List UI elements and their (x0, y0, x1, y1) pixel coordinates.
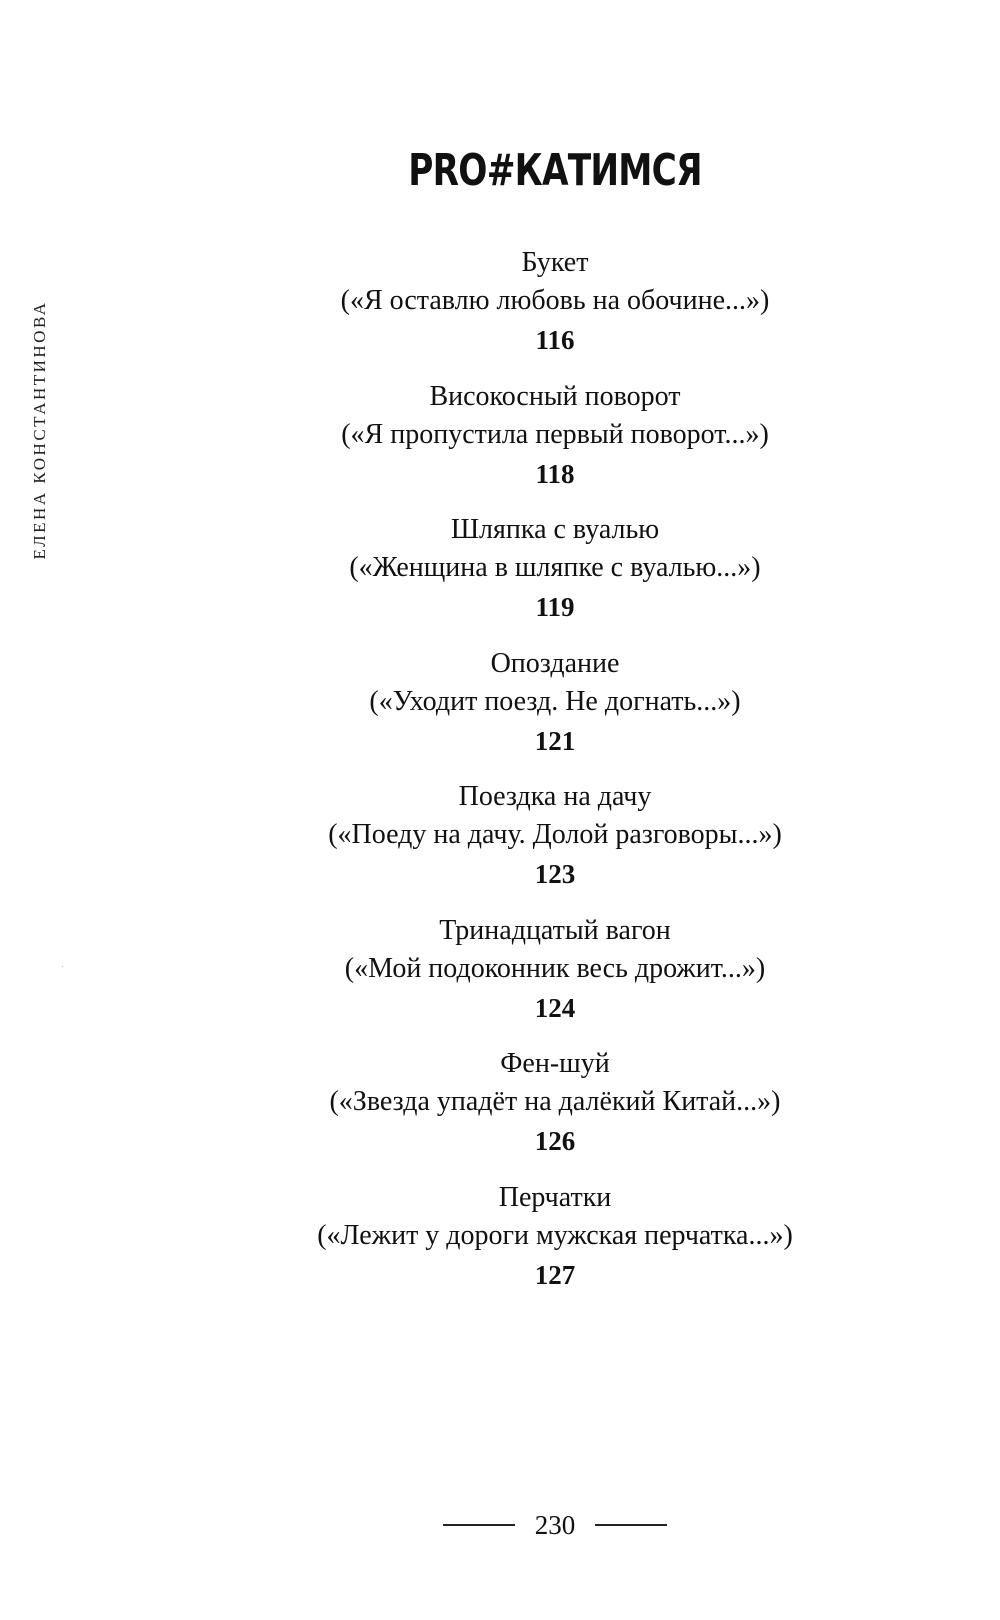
toc-entry (0, 511, 1000, 645)
section-title: PRO#КАТИМСЯ (408, 145, 702, 196)
entry-page-number: 124 (534, 992, 576, 1023)
page-number: 230 (534, 1510, 576, 1540)
entry-first-line: («Я пропустила первый поворот...») (341, 418, 769, 450)
entry-first-line: («Уходит поезд. Не догнать...») (369, 685, 741, 717)
entry-title: Фен-шуй (500, 1048, 610, 1079)
folio-left-rule (443, 1524, 515, 1526)
entry-page-number: 127 (534, 1259, 576, 1290)
paper-speck (62, 966, 63, 967)
entry-title: Перчатки (498, 1181, 612, 1213)
toc-entry (0, 378, 1000, 512)
entry-first-line: («Поеду на дачу. Долой разговоры...») (328, 819, 782, 850)
entry-title: Тринадцатый вагон (439, 914, 671, 946)
entry-title: Букет (521, 247, 589, 278)
toc-entry (0, 244, 1000, 378)
toc-entry (0, 1045, 1000, 1179)
entry-title: Шляпка с вуалью (450, 514, 660, 545)
entry-first-line: («Звезда упадёт на далёкий Китай...») (329, 1086, 781, 1117)
toc-entry (0, 912, 1000, 1046)
entry-page-number: 126 (534, 1126, 576, 1156)
toc-entry (0, 645, 1000, 779)
toc-entry (0, 778, 1000, 912)
entry-first-line: («Лежит у дороги мужская перчатка...») (317, 1219, 793, 1251)
entry-first-line: («Мой подоконник весь дрожит...») (344, 952, 766, 984)
entry-page-number: 116 (535, 325, 575, 355)
entry-first-line: («Женщина в шляпке с вуалью...») (349, 552, 761, 583)
entry-page-number: 119 (535, 592, 575, 622)
folio-right-rule (595, 1524, 667, 1526)
entry-title: Поездка на дачу (458, 781, 652, 812)
entry-page-number: 121 (534, 725, 576, 756)
entry-title: Опоздание (490, 647, 620, 679)
entry-page-number: 118 (535, 458, 575, 489)
page-folio (0, 1510, 1000, 1540)
toc-entry (0, 1179, 1000, 1313)
entry-first-line: («Я оставлю любовь на обочине...») (340, 285, 770, 316)
running-head-author: ЕЛЕНА КОНСТАНТИНОВА (30, 300, 49, 560)
entry-page-number: 123 (534, 859, 576, 889)
table-of-contents (0, 244, 1000, 1312)
entry-title: Високосный поворот (429, 380, 681, 412)
